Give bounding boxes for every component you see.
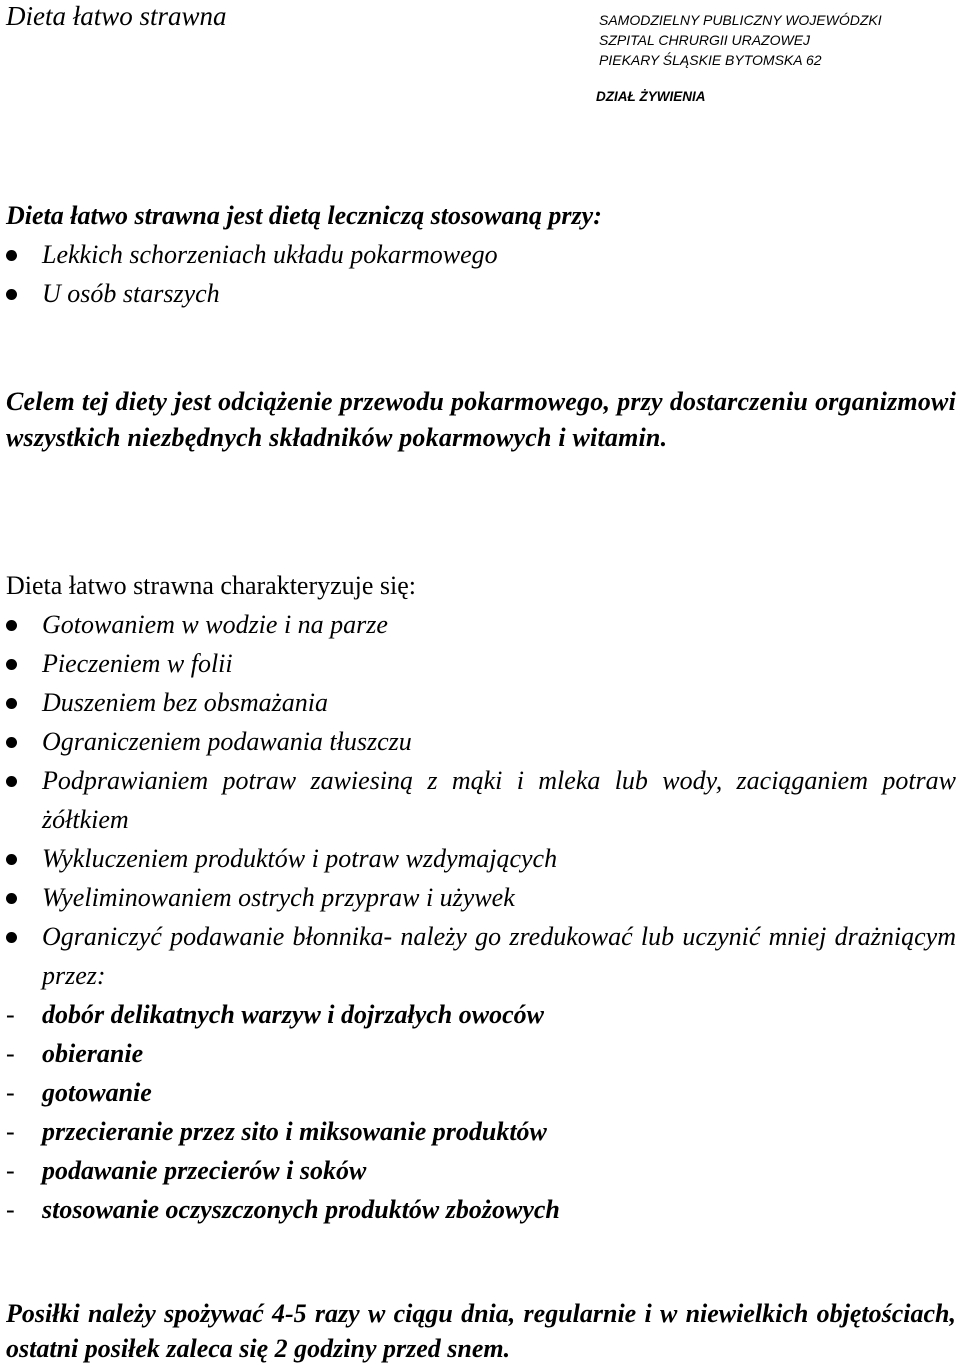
- list-item: Wyeliminowaniem ostrych przypraw i używek: [6, 878, 956, 917]
- characteristics-intro: Dieta łatwo strawna charakteryzuje się:: [6, 571, 417, 600]
- list-item: - przecieranie przez sito i miksowanie produktów: [6, 1112, 956, 1151]
- institution-line: SZPITAL CHRURGII URAZOWEJ: [599, 32, 811, 48]
- indications-list: [6, 235, 956, 313]
- list-item: Ograniczyć podawanie błonnika- należy go zredukować lub uczynić mniej drażniącym przez:: [6, 917, 956, 995]
- list-item: - stosowanie oczyszczonych produktów zbożowych: [6, 1190, 956, 1229]
- meals-paragraph: Posiłki należy spożywać 4-5 razy w ciągu dnia, regularnie i w niewielkich objętościach, ostatni posiłek zaleca się 2 godziny przed snem.: [6, 1299, 956, 1363]
- list-item: - gotowanie: [6, 1073, 956, 1112]
- department-label: DZIAŁ ŻYWIENIA: [596, 89, 706, 104]
- list-item: Wykluczeniem produktów i potraw wzdymających: [6, 839, 956, 878]
- institution-line: SAMODZIELNY PUBLICZNY WOJEWÓDZKI: [599, 12, 882, 28]
- characteristics-section: [6, 566, 956, 1229]
- list-item: Lekkich schorzeniach układu pokarmowego: [6, 235, 956, 274]
- list-item: Podprawianiem potraw zawiesiną z mąki i mleka lub wody, zaciąganiem potraw żółtkiem: [6, 761, 956, 839]
- indications-section: [6, 196, 956, 313]
- list-item: Pieczeniem w folii: [6, 644, 956, 683]
- institution-line: PIEKARY ŚLĄSKIE BYTOMSKA 62: [599, 52, 822, 68]
- aim-paragraph: Celem tej diety jest odciążenie przewodu pokarmowego, przy dostarczeniu organizmowi wszystkich niezbędnych składników pokarmowych i witamin.: [6, 387, 956, 452]
- list-item: - podawanie przecierów i soków: [6, 1151, 956, 1190]
- list-item: Duszeniem bez obsmażania: [6, 683, 956, 722]
- fiber-methods-list: [6, 995, 956, 1229]
- characteristics-list: [6, 605, 956, 995]
- list-item: U osób starszych: [6, 274, 956, 313]
- list-item: Ograniczeniem podawania tłuszczu: [6, 722, 956, 761]
- document-title: Dieta łatwo strawna: [6, 1, 227, 31]
- list-item: - dobór delikatnych warzyw i dojrzałych owoców: [6, 995, 956, 1034]
- indications-intro: Dieta łatwo strawna jest dietą leczniczą stosowaną przy:: [6, 201, 602, 230]
- list-item: Gotowaniem w wodzie i na parze: [6, 605, 956, 644]
- institution-header: [599, 10, 882, 70]
- list-item: - obieranie: [6, 1034, 956, 1073]
